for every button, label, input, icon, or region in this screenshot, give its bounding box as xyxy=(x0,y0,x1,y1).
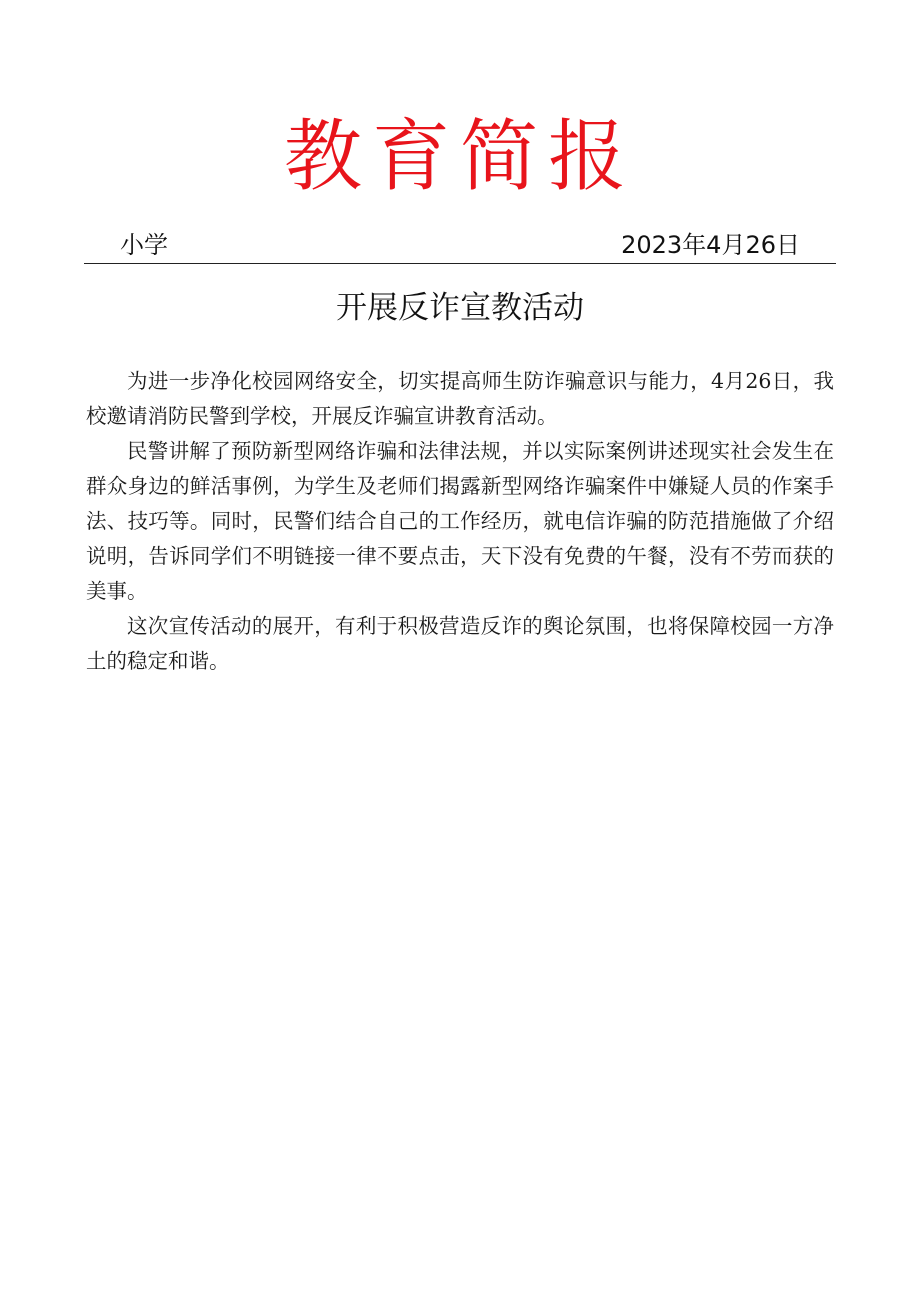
header-divider xyxy=(84,263,836,264)
masthead-title: 教育简报 xyxy=(283,112,636,202)
school-name: 小学 xyxy=(120,231,168,259)
issue-date: 2023年4月26日 xyxy=(621,231,800,259)
article-paragraph: 民警讲解了预防新型网络诈骗和法律法规，并以实际案例讲述现实社会发生在群众身边的鲜活事例，为学生及老师们揭露新型网络诈骗案件中嫌疑人员的作案手法、技巧等。同时，民警们结合自己的工作经历，就电信诈骗的防范措施做了介绍说明，告诉同学们不明链接一律不要点击，天下没有免费的午餐，没有不劳而获的美事。 xyxy=(86,439,834,603)
article-paragraph: 为进一步净化校园网络安全，切实提高师生防诈骗意识与能力，4月26日，我校邀请消防民警到学校，开展反诈骗宣讲教育活动。 xyxy=(86,369,834,428)
article-body xyxy=(86,364,834,679)
article-paragraph: 这次宣传活动的展开，有利于积极营造反诈的舆论氛围，也将保障校园一方净土的稳定和谐。 xyxy=(86,614,834,673)
issue-info-row xyxy=(84,228,836,262)
article-headline: 开展反诈宣教活动 xyxy=(336,290,584,326)
